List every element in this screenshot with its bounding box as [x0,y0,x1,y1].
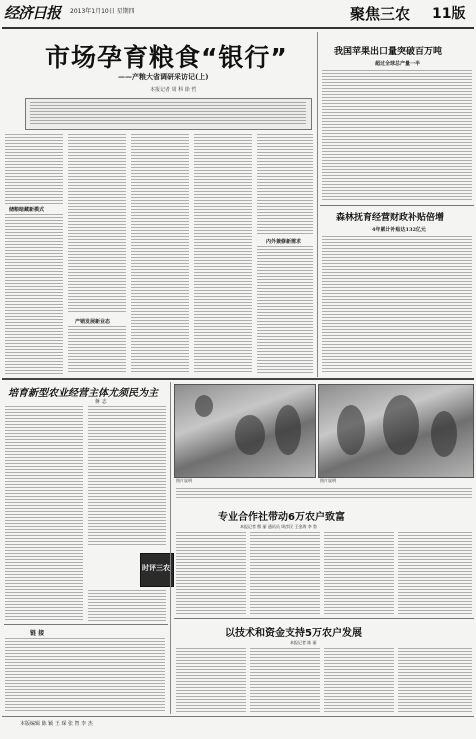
photo-market-scene [174,384,316,478]
coop-body-col4 [398,532,472,614]
lead-article-byline: 本报记者 周 科 徐 哲 [150,87,197,93]
tech-body-col4 [398,648,472,714]
opinion-body-col2 [88,406,166,546]
lead-subhead-3: 产销发展新业态 [75,319,111,325]
coop-body-col1 [176,532,246,614]
lead-article-subtitle: ——产粮大省调研采访记(上) [118,72,209,81]
lead-subhead-1: 储粮暗藏新模式 [9,207,45,213]
photo-caption-left: 图片说明 [176,478,192,483]
coop-story-byline: 本报记者 熊 丽 通讯员 周彦民 王金海 李 勃 [240,524,317,529]
tech-body-col1 [176,648,246,714]
lead-article-title: 市场孕育粮食“银行” [45,43,288,72]
photo-farmers [318,384,474,478]
lead-intro-box [25,98,312,130]
lead-body-col3 [131,134,189,374]
apple-export-body [322,70,472,200]
section-title: 聚焦三农 [350,5,411,23]
lead-subhead-2: 内外兼修新需求 [266,239,302,245]
lead-body-col2 [68,134,126,314]
masthead [0,0,476,30]
link-sidebar-label: 链 接 [30,630,45,637]
photo-caption-right: 图片说明 [320,478,336,483]
footer-editors: 本版编辑 陈 颖 王 琛 张 智 李 杰 [20,721,93,727]
coop-story-title: 专业合作社带动6万农户致富 [218,512,345,523]
forest-subsidy-title: 森林抚育经营财政补贴倍增 [336,213,445,223]
opinion-body-col1 [5,406,83,621]
photo-caption-block [176,488,472,500]
lead-body-col4 [194,134,252,374]
lead-body-col5 [257,134,313,234]
tech-story-title: 以技术和资金支持5万农户发展 [225,628,362,639]
coop-body-col2 [250,532,320,614]
tech-body-col2 [250,648,320,714]
forest-subsidy-subtitle: 4年累计补贴达132亿元 [372,227,426,233]
link-sidebar-body [5,638,165,713]
page-number: 11版 [432,6,466,22]
opinion-title: 培育新型农业经营主体尤须民为主 [8,388,158,399]
lead-body-col1 [5,134,63,204]
newspaper-logo: 经济日报 [4,4,61,22]
apple-export-title: 我国苹果出口量突破百万吨 [334,47,443,57]
forest-subsidy-body [322,236,472,374]
issue-date: 2013年1月10日 星期四 [70,8,135,15]
coop-body-col3 [324,532,394,614]
tech-story-byline: 本报记者 陈 丽 [290,640,317,645]
tech-body-col3 [324,648,394,714]
column-badge: 时评三农 [140,553,174,587]
opinion-byline: 蒋 志 [95,399,107,405]
apple-export-subtitle: 超过全球总产量一半 [375,61,421,67]
